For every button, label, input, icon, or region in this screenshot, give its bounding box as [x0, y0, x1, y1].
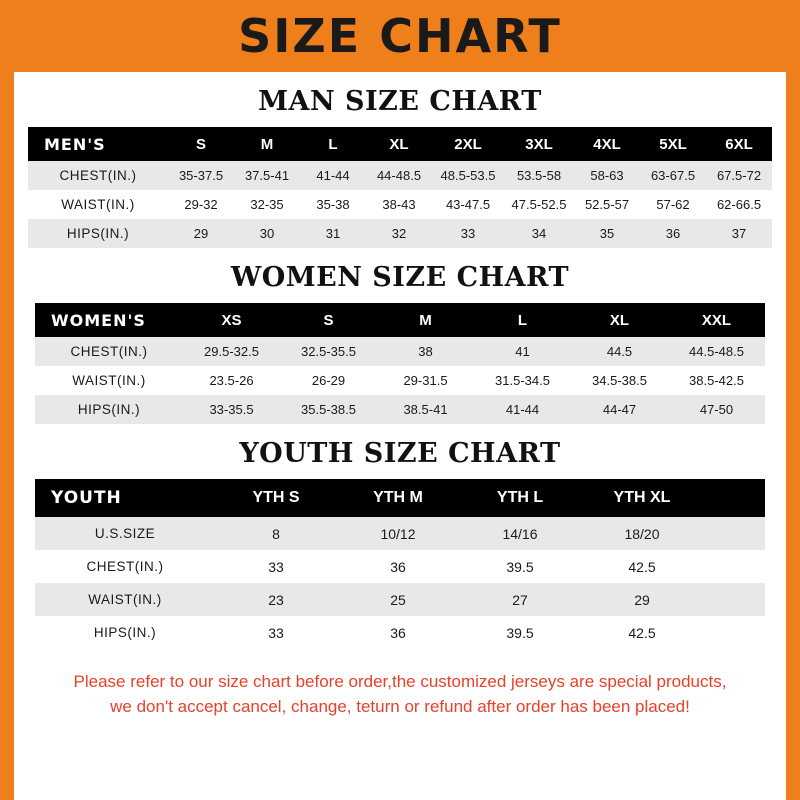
row-label-waist: WAIST(IN.) — [35, 366, 183, 395]
cell: 35 — [574, 219, 640, 248]
cell: 34.5-38.5 — [571, 366, 668, 395]
col-header-s: S — [168, 127, 234, 161]
col-header-mens: MEN'S — [28, 127, 168, 161]
cell: 34 — [504, 219, 574, 248]
cell-spacer — [703, 517, 765, 550]
col-header-6xl: 6XL — [706, 127, 772, 161]
col-header-youth: YOUTH — [35, 479, 215, 517]
row-label-waist: WAIST(IN.) — [35, 583, 215, 616]
col-header-womens: WOMEN'S — [35, 303, 183, 337]
cell-spacer — [703, 550, 765, 583]
col-header-yth-l: YTH L — [459, 479, 581, 517]
cell: 27 — [459, 583, 581, 616]
table-row — [35, 616, 765, 649]
notice-line-1: Please refer to our size chart before order,the customized jerseys are special products, — [73, 672, 727, 691]
page-title: SIZE CHART — [238, 9, 562, 63]
table-row — [35, 550, 765, 583]
cell: 42.5 — [581, 616, 703, 649]
cell: 48.5-53.5 — [432, 161, 504, 190]
cell: 33-35.5 — [183, 395, 280, 424]
table-row — [28, 190, 772, 219]
table-row — [28, 219, 772, 248]
row-label-hips: HIPS(IN.) — [35, 616, 215, 649]
cell: 41-44 — [474, 395, 571, 424]
table-header-row — [35, 303, 765, 337]
section-title-youth: YOUTH SIZE CHART — [239, 438, 561, 469]
cell: 44.5 — [571, 337, 668, 366]
cell: 31.5-34.5 — [474, 366, 571, 395]
cell: 43-47.5 — [432, 190, 504, 219]
cell-spacer — [703, 616, 765, 649]
cell: 14/16 — [459, 517, 581, 550]
cell: 29-32 — [168, 190, 234, 219]
table-women — [35, 303, 765, 424]
cell: 10/12 — [337, 517, 459, 550]
row-label-hips: HIPS(IN.) — [28, 219, 168, 248]
col-header-xl: XL — [366, 127, 432, 161]
cell: 67.5-72 — [706, 161, 772, 190]
cell: 35-37.5 — [168, 161, 234, 190]
cell: 33 — [215, 616, 337, 649]
cell: 8 — [215, 517, 337, 550]
col-header-s: S — [280, 303, 377, 337]
content — [14, 86, 786, 719]
cell: 36 — [337, 550, 459, 583]
col-header-xxl: XXL — [668, 303, 765, 337]
cell: 32.5-35.5 — [280, 337, 377, 366]
row-label-waist: WAIST(IN.) — [28, 190, 168, 219]
cell: 41-44 — [300, 161, 366, 190]
col-header-3xl: 3XL — [504, 127, 574, 161]
cell: 39.5 — [459, 550, 581, 583]
section-women — [28, 262, 772, 424]
table-youth — [35, 479, 765, 649]
cell: 35-38 — [300, 190, 366, 219]
table-row — [28, 161, 772, 190]
table-header-row — [28, 127, 772, 161]
cell: 36 — [337, 616, 459, 649]
cell: 38-43 — [366, 190, 432, 219]
col-header-yth-m: YTH M — [337, 479, 459, 517]
cell: 18/20 — [581, 517, 703, 550]
row-label-hips: HIPS(IN.) — [35, 395, 183, 424]
section-title-man: MAN SIZE CHART — [258, 86, 542, 117]
col-header-l: L — [300, 127, 366, 161]
table-header-row — [35, 479, 765, 517]
section-youth — [28, 438, 772, 649]
cell: 62-66.5 — [706, 190, 772, 219]
table-row — [35, 583, 765, 616]
row-label-chest: CHEST(IN.) — [35, 550, 215, 583]
cell: 33 — [215, 550, 337, 583]
section-title-women: WOMEN SIZE CHART — [230, 262, 570, 293]
cell: 47.5-52.5 — [504, 190, 574, 219]
cell: 52.5-57 — [574, 190, 640, 219]
cell: 29 — [168, 219, 234, 248]
row-label-us-size: U.S.SIZE — [35, 517, 215, 550]
col-header-xl: XL — [571, 303, 668, 337]
col-header-yth-s: YTH S — [215, 479, 337, 517]
cell: 44-47 — [571, 395, 668, 424]
banner — [0, 0, 800, 72]
row-label-chest: CHEST(IN.) — [28, 161, 168, 190]
table-row — [35, 337, 765, 366]
cell: 36 — [640, 219, 706, 248]
row-label-chest: CHEST(IN.) — [35, 337, 183, 366]
notice-text — [30, 669, 770, 719]
cell: 63-67.5 — [640, 161, 706, 190]
col-header-yth-xl: YTH XL — [581, 479, 703, 517]
col-header-4xl: 4XL — [574, 127, 640, 161]
cell: 37 — [706, 219, 772, 248]
cell: 26-29 — [280, 366, 377, 395]
cell: 23 — [215, 583, 337, 616]
cell: 33 — [432, 219, 504, 248]
section-man — [28, 86, 772, 248]
notice-line-2: we don't accept cancel, change, teturn or refund after order has been placed! — [110, 697, 690, 716]
cell: 42.5 — [581, 550, 703, 583]
cell: 35.5-38.5 — [280, 395, 377, 424]
cell: 38.5-41 — [377, 395, 474, 424]
cell: 37.5-41 — [234, 161, 300, 190]
cell: 39.5 — [459, 616, 581, 649]
col-header-l: L — [474, 303, 571, 337]
cell: 30 — [234, 219, 300, 248]
cell: 47-50 — [668, 395, 765, 424]
cell: 41 — [474, 337, 571, 366]
cell: 58-63 — [574, 161, 640, 190]
cell: 29.5-32.5 — [183, 337, 280, 366]
cell: 23.5-26 — [183, 366, 280, 395]
table-row — [35, 395, 765, 424]
cell: 32 — [366, 219, 432, 248]
cell: 53.5-58 — [504, 161, 574, 190]
cell: 57-62 — [640, 190, 706, 219]
cell: 44-48.5 — [366, 161, 432, 190]
cell: 38 — [377, 337, 474, 366]
cell: 44.5-48.5 — [668, 337, 765, 366]
col-header-5xl: 5XL — [640, 127, 706, 161]
table-row — [35, 517, 765, 550]
cell: 25 — [337, 583, 459, 616]
col-header-m: M — [377, 303, 474, 337]
cell-spacer — [703, 583, 765, 616]
cell: 29 — [581, 583, 703, 616]
col-header-spacer — [703, 479, 765, 517]
cell: 32-35 — [234, 190, 300, 219]
col-header-m: M — [234, 127, 300, 161]
col-header-2xl: 2XL — [432, 127, 504, 161]
cell: 31 — [300, 219, 366, 248]
cell: 38.5-42.5 — [668, 366, 765, 395]
table-row — [35, 366, 765, 395]
table-men — [28, 127, 772, 248]
cell: 29-31.5 — [377, 366, 474, 395]
col-header-xs: XS — [183, 303, 280, 337]
